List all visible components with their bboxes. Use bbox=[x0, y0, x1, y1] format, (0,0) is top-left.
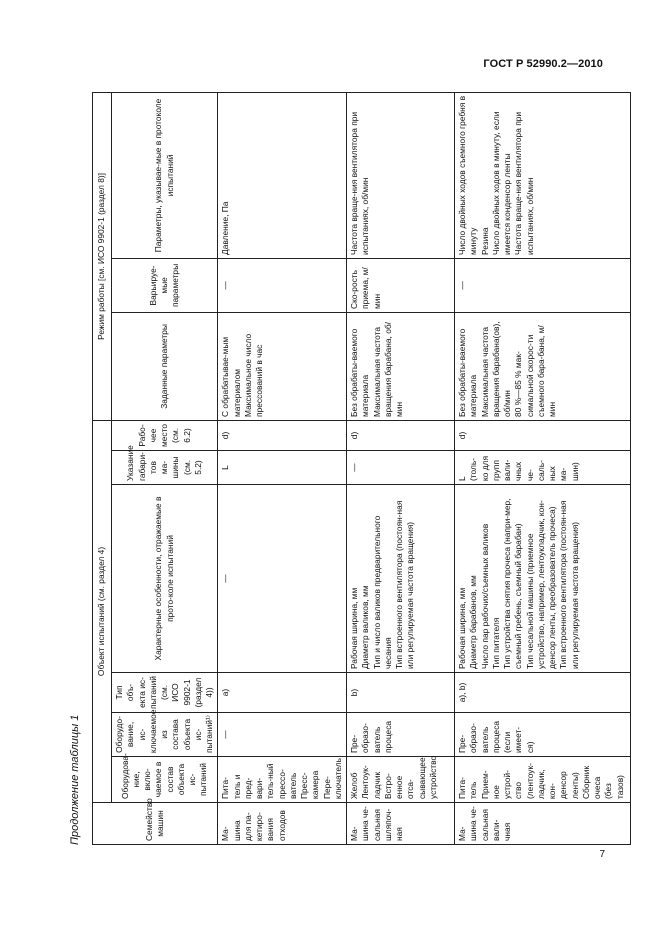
cell-dims: — bbox=[347, 451, 455, 485]
cell-dims: L (толь-ко для групп вали-чных че-саль-ных ма-шин) bbox=[455, 451, 631, 485]
cell-set-params: Без обрабаты-ваемого материала Максимальная частота вращения барабана(ов), об/мин 80 %—85 % мак-симальной скорос-ти съемного бара-бана, м/мин bbox=[455, 312, 631, 420]
table-row bbox=[218, 92, 347, 844]
table-container bbox=[92, 93, 625, 845]
cell-workplace: d) bbox=[218, 420, 347, 450]
page-number: 7 bbox=[599, 849, 605, 860]
standard-header: ГОСТ Р 52990.2—2010 bbox=[483, 58, 603, 70]
cell-set-params: С обрабатывае-мым материалом Максимальное число прессований в час bbox=[218, 312, 347, 420]
column-header-row bbox=[112, 92, 218, 844]
cell-workplace: d) bbox=[347, 420, 455, 450]
group-header-mode: Режим работы [см. ИСО 9902-1 (раздел 8)] bbox=[93, 92, 112, 420]
cell-report-params: Давление, Па bbox=[218, 92, 347, 258]
cell-excluded: Пре-образо-ватель процеса bbox=[347, 713, 455, 757]
cell-workplace: d) bbox=[455, 420, 631, 450]
col-header-set-params: Заданные параметры bbox=[112, 312, 218, 420]
cell-set-params: Без обрабаты-ваемого материала Максимальная частота вращения барабана, об/мин bbox=[347, 312, 455, 420]
col-header-report-params: Параметры, указывае-мые в протоколе испытаний bbox=[112, 92, 218, 258]
cell-equipment: Пита-тель Прием-ное устрой-ство (лентоук-ладчик, кон-денсор ленты) Сборник очеса (без тазов) bbox=[455, 757, 631, 803]
rotated-table-frame bbox=[92, 93, 625, 845]
cell-equipment: Пита-тель и пред-вари-тель-ный прессо-ватель Пресс-камера Пере-ключатель bbox=[218, 757, 347, 803]
cell-features: — bbox=[218, 485, 347, 673]
standards-table bbox=[92, 92, 631, 845]
col-header-dims: Указание габари-тов ма-шины (см. 5.2) bbox=[112, 451, 218, 485]
col-header-variable: Варьируе-мые параметры bbox=[112, 258, 218, 312]
cell-type: a), b) bbox=[455, 673, 631, 713]
col-header-features: Характерные особенности, отражаемые в прото-коле испытаний bbox=[112, 485, 218, 673]
cell-family: Ма-шина че-сальная вали-чная bbox=[455, 803, 631, 845]
table-row bbox=[455, 92, 631, 844]
col-header-excluded: Оборудо-вание, ис-ключаемое из состава объекта ис-пытаний¹⁾ bbox=[112, 713, 218, 757]
cell-family: Ма-шина для па-кетиро-вания отходов bbox=[218, 803, 347, 845]
col-header-workplace: Рабо-чее место (см. 6.2) bbox=[112, 420, 218, 450]
cell-variable: — bbox=[455, 258, 631, 312]
cell-type: b) bbox=[347, 673, 455, 713]
cell-variable: Ско-рость приема, м/мин bbox=[347, 258, 455, 312]
cell-family: Ма-шина че-сальная шляпоч-ная bbox=[347, 803, 455, 845]
table-row bbox=[347, 92, 455, 844]
cell-variable: — bbox=[218, 258, 347, 312]
cell-equipment: Желоб Лентоук-ладчик Встро-енное отса-сывающее устройство bbox=[347, 757, 455, 803]
col-header-family: Семейство машин bbox=[93, 803, 218, 845]
group-header-row bbox=[93, 92, 112, 844]
cell-excluded: Пре-образо-ватель процеса (если имеет-ся) bbox=[455, 713, 631, 757]
table-caption: Продолжение таблицы 1 bbox=[69, 714, 81, 845]
col-header-type: Тип объ-екта ис-пытаний (см. ИСО 9902-1 (раздел 4)) bbox=[112, 673, 218, 713]
cell-features: Рабочая ширина, мм Диаметр барабанов, мм Число пар рабочих/съемных валиков Тип питателя Тип устройства снятия прочеса (напри-мер, съемный гребень, съемный барабан) Тип чесальной машины (приемное устройство, например, лентоукладчик, кон-денсор ленты, преобразователь прочеса) Тип встроенного вентилятора (постоян-ная или регулируемая частота вращения) bbox=[455, 485, 631, 673]
caption-wrapper bbox=[69, 106, 83, 845]
cell-excluded: — bbox=[218, 713, 347, 757]
col-header-equipment: Оборудова-ние, вклю-чаемое в состав объекта ис-пытаний bbox=[112, 757, 218, 803]
cell-features: Рабочая ширина, мм Диаметр валиков, мм Тип и число валиков предварительного чесания Тип встроенного вентилятора (постоян-ная или регулируемая частота вращения) bbox=[347, 485, 455, 673]
cell-type: a) bbox=[218, 673, 347, 713]
cell-report-params: Число двойных ходов съемного гребня в минуту Резина Число двойных ходов в минуту, если имеется конденсор ленты Частота враще-ния вентилятора при испытаниях, об/мин bbox=[455, 92, 631, 258]
group-header-object: Объект испытаний (см. раздел 4) bbox=[93, 420, 112, 802]
cell-report-params: Частота враще-ния вентилятора при испытаниях, об/мин bbox=[347, 92, 455, 258]
cell-dims: L bbox=[218, 451, 347, 485]
